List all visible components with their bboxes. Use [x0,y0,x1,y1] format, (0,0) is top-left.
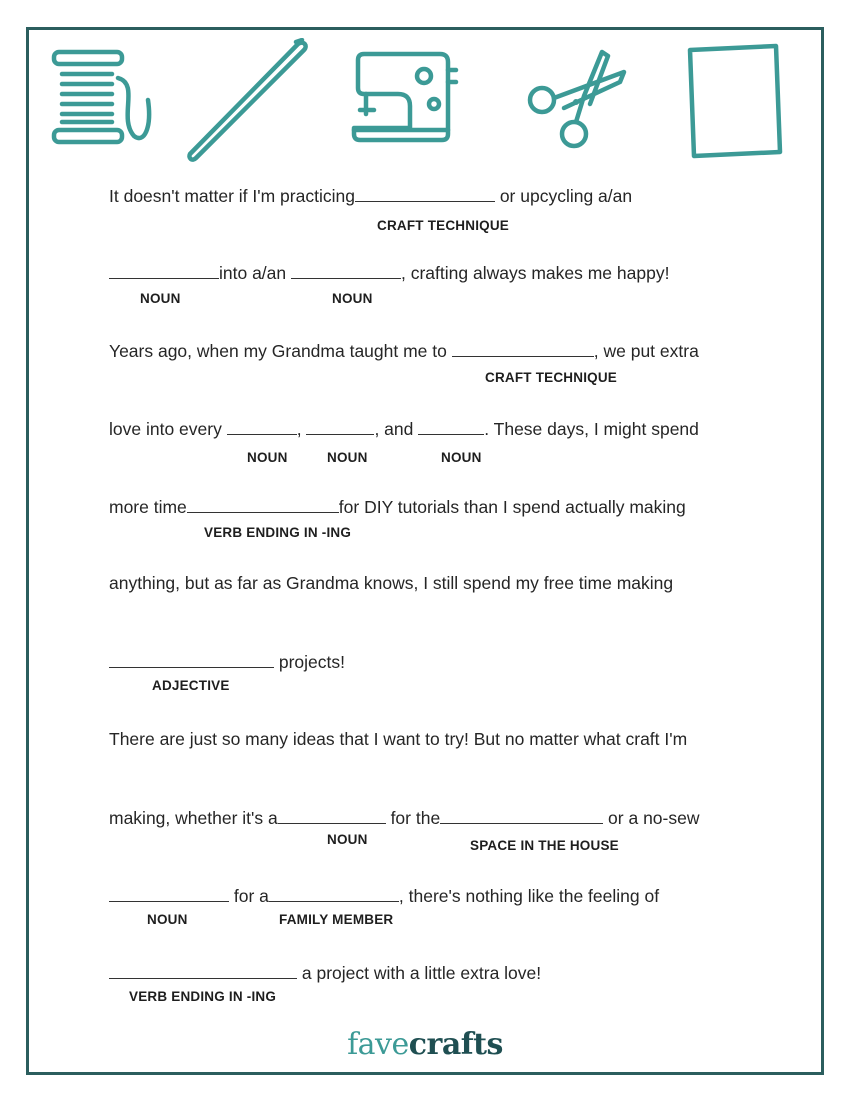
blank-craft-technique-2[interactable] [452,340,594,357]
logo-crafts: crafts [408,1027,503,1062]
story-line-2 [109,262,669,283]
label-verb-ending-ing: VERB ENDING IN -ING [129,989,277,1004]
label-craft-technique: CRAFT TECHNIQUE [377,218,509,233]
story-text: projects! [274,652,345,672]
blank-verb-ing-2[interactable] [109,962,297,979]
logo-fave: fave [347,1027,409,1062]
blank-craft-technique-1[interactable] [355,185,495,202]
story-line-4 [109,418,699,439]
blank-noun-7[interactable] [109,885,229,902]
crochet-hook-icon [184,38,312,164]
story-text: making, whether it's a [109,808,278,828]
story-line-5 [109,496,686,517]
story-text: more time [109,497,187,517]
story-line-6: anything, but as far as Grandma knows, I still spend my free time making [109,573,674,593]
story-text: , [296,419,307,439]
blank-noun-1[interactable] [109,262,219,279]
label-noun: NOUN [327,832,368,847]
story-line-7 [109,651,345,672]
craft-icons-row [0,0,850,170]
story-text: for DIY tutorials than I spend actually making [338,497,686,517]
fabric-swatch-icon [684,42,786,160]
story-line-1 [109,185,632,206]
story-text: a project with a little extra love! [297,963,542,983]
story-text: , crafting always makes me happy! [401,263,670,283]
label-space-in-house: SPACE IN THE HOUSE [470,838,619,853]
blank-noun-3[interactable] [227,418,297,435]
label-noun: NOUN [247,450,288,465]
thread-spool-icon [48,48,154,150]
label-noun: NOUN [327,450,368,465]
label-noun: NOUN [140,291,181,306]
blank-space-in-house[interactable] [440,807,603,824]
blank-adjective[interactable] [109,651,274,668]
blank-noun-5[interactable] [418,418,484,435]
story-line-8: There are just so many ideas that I want to try! But no matter what craft I'm [109,729,688,749]
blank-verb-ing-1[interactable] [187,496,339,513]
story-text: love into every [109,419,227,439]
label-family-member: FAMILY MEMBER [279,912,394,927]
sewing-machine-icon [350,50,460,146]
scissors-icon [524,46,632,150]
story-line-10 [109,885,659,906]
story-text: , and [374,419,419,439]
story-text: for a [229,886,269,906]
story-line-11 [109,962,541,983]
blank-noun-6[interactable] [278,807,386,824]
label-verb-ending-ing: VERB ENDING IN -ING [204,525,352,540]
story-text: or a no-sew [603,808,700,828]
story-text: into a/an [219,263,291,283]
story-line-3 [109,340,699,361]
story-text: , there's nothing like the feeling of [398,886,660,906]
story-text: for the [385,808,441,828]
label-noun: NOUN [147,912,188,927]
label-noun: NOUN [332,291,373,306]
blank-noun-4[interactable] [306,418,374,435]
label-adjective: ADJECTIVE [152,678,230,693]
blank-family-member[interactable] [269,885,399,902]
favecrafts-logo [0,1027,850,1062]
story-text: It doesn't matter if I'm practicing [109,186,355,206]
story-text: Years ago, when my Grandma taught me to [109,341,452,361]
story-line-9 [109,807,699,828]
story-text: or upcycling a/an [494,186,633,206]
label-craft-technique: CRAFT TECHNIQUE [485,370,617,385]
story-text: . These days, I might spend [484,419,699,439]
story-text: , we put extra [593,341,699,361]
blank-noun-2[interactable] [291,262,401,279]
label-noun: NOUN [441,450,482,465]
